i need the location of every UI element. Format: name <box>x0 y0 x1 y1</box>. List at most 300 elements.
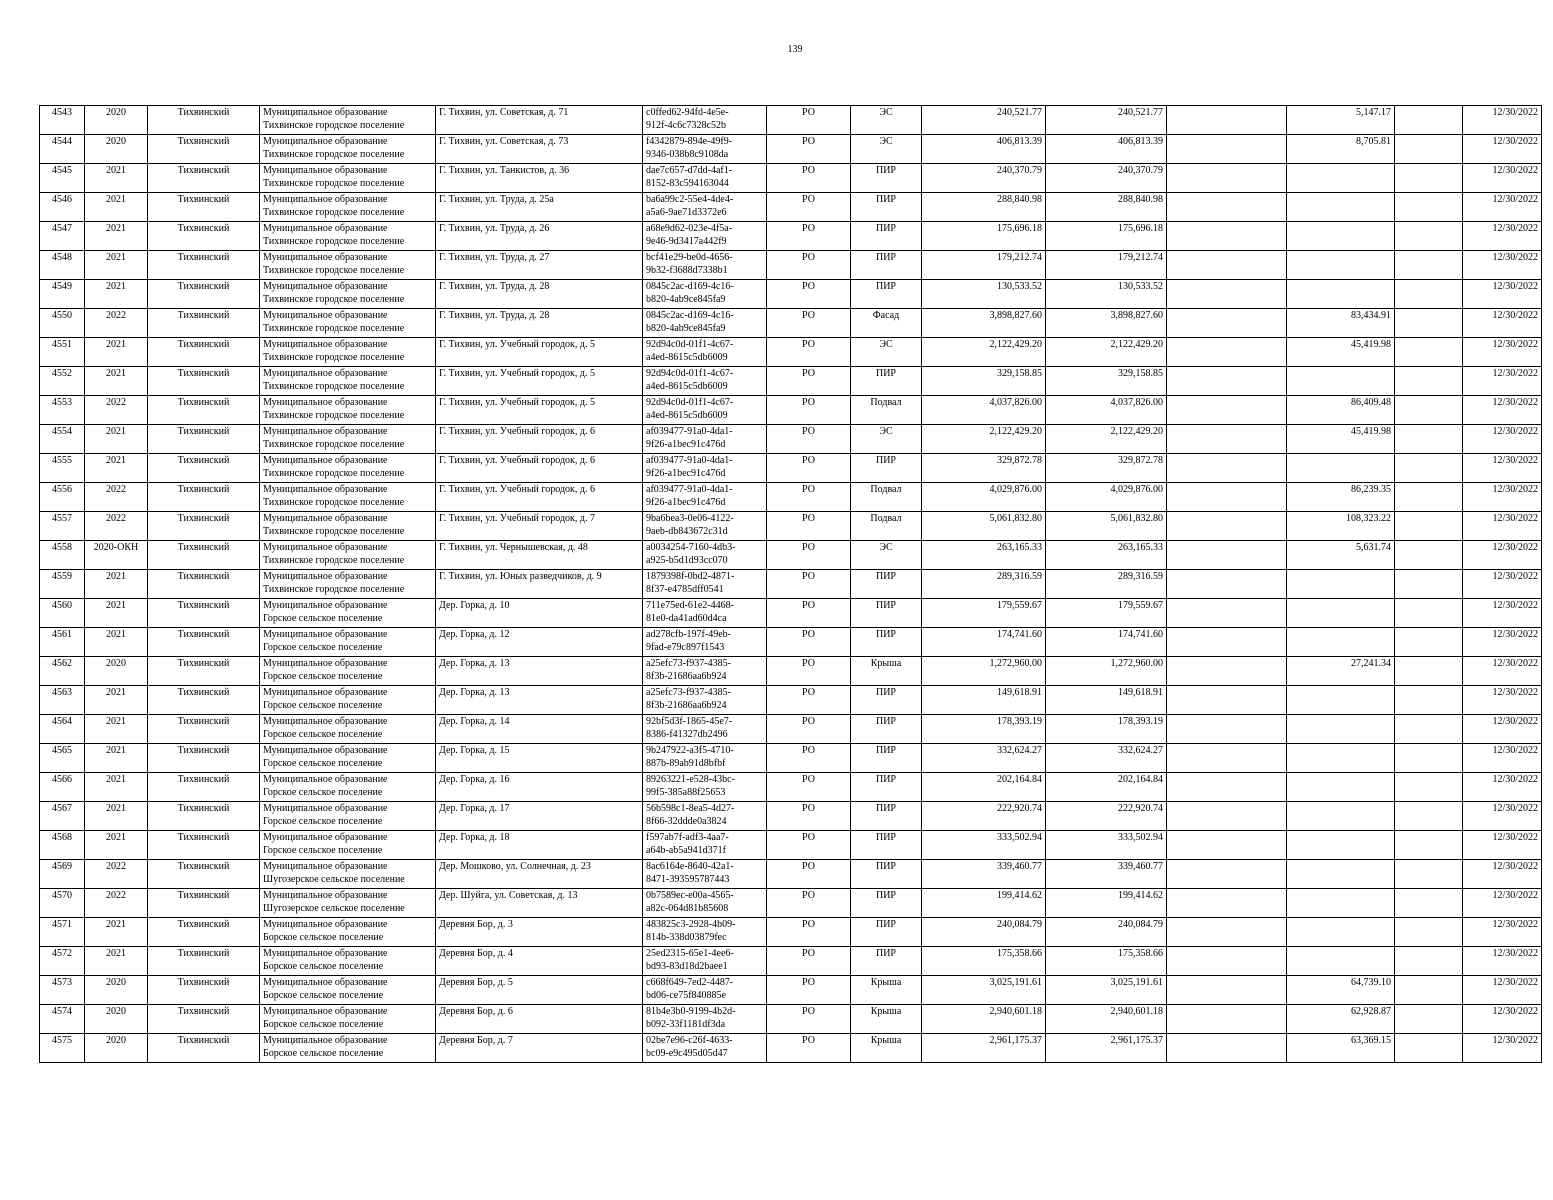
cell-empty-2 <box>1395 715 1463 744</box>
cell-municipality <box>260 193 436 222</box>
cell-date: 12/30/2022 <box>1463 860 1542 889</box>
cell-municipality-line: Муниципальное образование <box>263 426 388 437</box>
cell-guid <box>643 222 767 251</box>
cell-ro: РО <box>767 744 851 773</box>
cell-guid-line: 92d94c0d-01f1-4c67- <box>646 339 734 350</box>
cell-additional-cost <box>1287 918 1395 947</box>
cell-ro: РО <box>767 222 851 251</box>
cell-year: 2021 <box>85 454 148 483</box>
cell-municipality-line: Тихвинское городское поселение <box>263 497 405 508</box>
cell-guid-line: 81b4e3b0-9199-4b2d- <box>646 1006 736 1017</box>
cell-municipality-line: Муниципальное образование <box>263 339 388 350</box>
cell-date: 12/30/2022 <box>1463 947 1542 976</box>
cell-address: Г. Тихвин, ул. Учебный городок, д. 7 <box>436 512 643 541</box>
table-row <box>40 976 1542 1005</box>
cell-work-type: ПИР <box>851 918 922 947</box>
cell-number: 4547 <box>40 222 85 251</box>
cell-work-type: ПИР <box>851 193 922 222</box>
cell-empty <box>1167 947 1287 976</box>
cell-ro: РО <box>767 686 851 715</box>
cell-municipality-line: Муниципальное образование <box>263 687 388 698</box>
cell-additional-cost <box>1287 773 1395 802</box>
cell-address: Дер. Горка, д. 12 <box>436 628 643 657</box>
cell-number: 4562 <box>40 657 85 686</box>
cell-empty <box>1167 1034 1287 1063</box>
table-row <box>40 947 1542 976</box>
cell-address: Деревня Бор, д. 6 <box>436 1005 643 1034</box>
cell-date: 12/30/2022 <box>1463 309 1542 338</box>
cell-district: Тихвинский <box>148 773 260 802</box>
cell-guid-line: f4342879-894e-49f9- <box>646 136 733 147</box>
cell-ro: РО <box>767 367 851 396</box>
cell-year: 2022 <box>85 512 148 541</box>
cell-municipality-line: Муниципальное образование <box>263 397 388 408</box>
cell-municipality-line: Муниципальное образование <box>263 948 388 959</box>
cell-district: Тихвинский <box>148 164 260 193</box>
table-row <box>40 889 1542 918</box>
cell-guid-line: a82c-064d81b85608 <box>646 903 729 914</box>
table-row <box>40 744 1542 773</box>
cell-year: 2020 <box>85 976 148 1005</box>
cell-empty <box>1167 744 1287 773</box>
registry-table <box>39 105 1542 1063</box>
cell-work-type: ПИР <box>851 686 922 715</box>
cell-municipality-line: Муниципальное образование <box>263 455 388 466</box>
cell-guid-line: 92bf5d3f-1865-45e7- <box>646 716 733 727</box>
cell-guid <box>643 425 767 454</box>
cell-cost: 4,037,826.00 <box>1046 396 1167 425</box>
cell-empty-2 <box>1395 135 1463 164</box>
cell-empty-2 <box>1395 338 1463 367</box>
cell-address: Дер. Шуйга, ул. Советская, д. 13 <box>436 889 643 918</box>
table-row <box>40 918 1542 947</box>
cell-year: 2021 <box>85 599 148 628</box>
cell-municipality-line: Горское сельское поселение <box>263 642 383 653</box>
cell-municipality <box>260 425 436 454</box>
cell-municipality-line: Горское сельское поселение <box>263 700 383 711</box>
cell-guid <box>643 686 767 715</box>
cell-guid <box>643 1005 767 1034</box>
cell-guid-line: 8f3b-21686aa6b924 <box>646 700 727 711</box>
cell-year: 2021 <box>85 570 148 599</box>
cell-municipality <box>260 222 436 251</box>
cell-work-type: ПИР <box>851 367 922 396</box>
cell-cost: 2,122,429.20 <box>1046 425 1167 454</box>
cell-address: Г. Тихвин, ул. Учебный городок, д. 6 <box>436 454 643 483</box>
cell-year: 2021 <box>85 831 148 860</box>
cell-cost: 179,559.67 <box>1046 599 1167 628</box>
cell-empty-2 <box>1395 860 1463 889</box>
cell-empty <box>1167 425 1287 454</box>
cell-work-type: ПИР <box>851 860 922 889</box>
cell-guid <box>643 831 767 860</box>
cell-date: 12/30/2022 <box>1463 1034 1542 1063</box>
cell-additional-cost: 5,631.74 <box>1287 541 1395 570</box>
cell-municipality-line: Муниципальное образование <box>263 774 388 785</box>
cell-municipality <box>260 889 436 918</box>
cell-guid <box>643 164 767 193</box>
cell-date: 12/30/2022 <box>1463 976 1542 1005</box>
cell-total-cost: 175,358.66 <box>922 947 1046 976</box>
cell-district: Тихвинский <box>148 715 260 744</box>
cell-guid-line: 92d94c0d-01f1-4c67- <box>646 397 734 408</box>
cell-empty-2 <box>1395 889 1463 918</box>
cell-additional-cost <box>1287 947 1395 976</box>
cell-municipality-line: Муниципальное образование <box>263 600 388 611</box>
cell-municipality-line: Горское сельское поселение <box>263 787 383 798</box>
cell-guid-line: a4ed-8615c5db6009 <box>646 381 728 392</box>
cell-date: 12/30/2022 <box>1463 106 1542 135</box>
cell-municipality-line: Муниципальное образование <box>263 890 388 901</box>
cell-guid-line: b092-33f1181df3da <box>646 1019 726 1030</box>
cell-guid-line: 9f26-a1bec91c476d <box>646 439 726 450</box>
cell-guid-line: a0034254-7160-4db3- <box>646 542 736 553</box>
cell-work-type: ПИР <box>851 454 922 483</box>
cell-work-type: ПИР <box>851 802 922 831</box>
cell-total-cost: 288,840.98 <box>922 193 1046 222</box>
table-row <box>40 512 1542 541</box>
cell-municipality <box>260 744 436 773</box>
cell-date: 12/30/2022 <box>1463 744 1542 773</box>
cell-number: 4566 <box>40 773 85 802</box>
cell-additional-cost <box>1287 367 1395 396</box>
cell-year: 2021 <box>85 193 148 222</box>
cell-additional-cost <box>1287 599 1395 628</box>
cell-guid-line: bcf41e29-be0d-4656- <box>646 252 733 263</box>
cell-empty <box>1167 976 1287 1005</box>
cell-guid <box>643 454 767 483</box>
cell-cost: 240,370.79 <box>1046 164 1167 193</box>
cell-work-type: ПИР <box>851 570 922 599</box>
cell-empty-2 <box>1395 454 1463 483</box>
cell-date: 12/30/2022 <box>1463 918 1542 947</box>
cell-additional-cost: 62,928.87 <box>1287 1005 1395 1034</box>
cell-empty <box>1167 222 1287 251</box>
cell-date: 12/30/2022 <box>1463 1005 1542 1034</box>
cell-work-type: Подвал <box>851 512 922 541</box>
cell-empty <box>1167 889 1287 918</box>
cell-municipality <box>260 802 436 831</box>
cell-guid-line: 0845c2ac-d169-4c16- <box>646 281 734 292</box>
cell-year: 2020 <box>85 657 148 686</box>
cell-date: 12/30/2022 <box>1463 164 1542 193</box>
cell-address: Деревня Бор, д. 4 <box>436 947 643 976</box>
cell-municipality-line: Муниципальное образование <box>263 310 388 321</box>
cell-empty-2 <box>1395 802 1463 831</box>
table-row <box>40 773 1542 802</box>
cell-year: 2021 <box>85 715 148 744</box>
cell-address: Дер. Мошково, ул. Солнечная, д. 23 <box>436 860 643 889</box>
cell-municipality <box>260 860 436 889</box>
cell-empty-2 <box>1395 976 1463 1005</box>
cell-work-type: Подвал <box>851 483 922 512</box>
cell-empty-2 <box>1395 541 1463 570</box>
cell-year: 2022 <box>85 860 148 889</box>
cell-additional-cost: 45,419.98 <box>1287 338 1395 367</box>
cell-empty-2 <box>1395 309 1463 338</box>
cell-address: Дер. Горка, д. 18 <box>436 831 643 860</box>
cell-guid-line: 9b247922-a3f5-4710- <box>646 745 734 756</box>
cell-municipality-line: Муниципальное образование <box>263 629 388 640</box>
cell-date: 12/30/2022 <box>1463 686 1542 715</box>
cell-work-type: ПИР <box>851 280 922 309</box>
cell-ro: РО <box>767 193 851 222</box>
cell-empty-2 <box>1395 744 1463 773</box>
cell-work-type: ПИР <box>851 947 922 976</box>
cell-district: Тихвинский <box>148 106 260 135</box>
cell-municipality <box>260 396 436 425</box>
cell-number: 4551 <box>40 338 85 367</box>
cell-district: Тихвинский <box>148 947 260 976</box>
cell-number: 4558 <box>40 541 85 570</box>
cell-municipality-line: Муниципальное образование <box>263 484 388 495</box>
cell-guid <box>643 628 767 657</box>
cell-district: Тихвинский <box>148 367 260 396</box>
cell-municipality <box>260 251 436 280</box>
table-row <box>40 599 1542 628</box>
cell-empty <box>1167 918 1287 947</box>
cell-empty <box>1167 280 1287 309</box>
cell-municipality-line: Тихвинское городское поселение <box>263 584 405 595</box>
cell-date: 12/30/2022 <box>1463 193 1542 222</box>
cell-year: 2020 <box>85 106 148 135</box>
cell-additional-cost: 86,239.35 <box>1287 483 1395 512</box>
cell-guid <box>643 309 767 338</box>
table-row <box>40 1034 1542 1063</box>
cell-municipality <box>260 309 436 338</box>
cell-guid <box>643 338 767 367</box>
cell-guid-line: 99f5-385a88f25653 <box>646 787 726 798</box>
cell-municipality-line: Горское сельское поселение <box>263 671 383 682</box>
cell-additional-cost <box>1287 889 1395 918</box>
cell-date: 12/30/2022 <box>1463 425 1542 454</box>
cell-number: 4555 <box>40 454 85 483</box>
table-row <box>40 222 1542 251</box>
cell-cost: 329,872.78 <box>1046 454 1167 483</box>
cell-municipality-line: Муниципальное образование <box>263 803 388 814</box>
cell-ro: РО <box>767 831 851 860</box>
cell-address: Г. Тихвин, ул. Советская, д. 71 <box>436 106 643 135</box>
cell-address: Г. Тихвин, ул. Учебный городок, д. 5 <box>436 396 643 425</box>
cell-municipality-line: Муниципальное образование <box>263 861 388 872</box>
table-row <box>40 106 1542 135</box>
cell-guid-line: f597ab7f-adf3-4aa7- <box>646 832 729 843</box>
cell-guid <box>643 396 767 425</box>
table-row <box>40 628 1542 657</box>
cell-empty-2 <box>1395 1005 1463 1034</box>
cell-ro: РО <box>767 947 851 976</box>
cell-year: 2020 <box>85 135 148 164</box>
cell-additional-cost <box>1287 860 1395 889</box>
cell-cost: 199,414.62 <box>1046 889 1167 918</box>
cell-year: 2021 <box>85 918 148 947</box>
cell-ro: РО <box>767 338 851 367</box>
table-row <box>40 425 1542 454</box>
cell-empty-2 <box>1395 628 1463 657</box>
cell-date: 12/30/2022 <box>1463 135 1542 164</box>
cell-ro: РО <box>767 396 851 425</box>
cell-work-type: ПИР <box>851 715 922 744</box>
cell-year: 2021 <box>85 164 148 193</box>
cell-number: 4557 <box>40 512 85 541</box>
cell-ro: РО <box>767 280 851 309</box>
cell-total-cost: 263,165.33 <box>922 541 1046 570</box>
cell-additional-cost: 45,419.98 <box>1287 425 1395 454</box>
cell-municipality <box>260 657 436 686</box>
cell-municipality-line: Муниципальное образование <box>263 977 388 988</box>
cell-municipality-line: Муниципальное образование <box>263 223 388 234</box>
cell-empty <box>1167 164 1287 193</box>
cell-number: 4567 <box>40 802 85 831</box>
cell-guid-line: b820-4ab9ce845fa9 <box>646 294 726 305</box>
cell-guid-line: a4ed-8615c5db6009 <box>646 352 728 363</box>
cell-cost: 3,025,191.61 <box>1046 976 1167 1005</box>
cell-municipality <box>260 918 436 947</box>
cell-work-type: ПИР <box>851 831 922 860</box>
cell-number: 4549 <box>40 280 85 309</box>
cell-municipality <box>260 686 436 715</box>
cell-district: Тихвинский <box>148 135 260 164</box>
cell-cost: 329,158.85 <box>1046 367 1167 396</box>
cell-guid-line: ba6a99c2-55e4-4de4- <box>646 194 734 205</box>
cell-total-cost: 222,920.74 <box>922 802 1046 831</box>
cell-municipality-line: Борское сельское поселение <box>263 1019 384 1030</box>
cell-address: Г. Тихвин, ул. Труда, д. 27 <box>436 251 643 280</box>
cell-total-cost: 174,741.60 <box>922 628 1046 657</box>
cell-municipality <box>260 831 436 860</box>
table-row <box>40 715 1542 744</box>
cell-additional-cost <box>1287 570 1395 599</box>
cell-guid-line: 8f3b-21686aa6b924 <box>646 671 727 682</box>
cell-additional-cost <box>1287 831 1395 860</box>
cell-ro: РО <box>767 657 851 686</box>
table-row <box>40 309 1542 338</box>
cell-ro: РО <box>767 860 851 889</box>
cell-number: 4561 <box>40 628 85 657</box>
table-body <box>40 106 1542 1063</box>
cell-number: 4552 <box>40 367 85 396</box>
cell-additional-cost: 5,147.17 <box>1287 106 1395 135</box>
cell-guid-line: 9aeb-db843672c31d <box>646 526 728 537</box>
cell-cost: 149,618.91 <box>1046 686 1167 715</box>
cell-guid <box>643 657 767 686</box>
cell-district: Тихвинский <box>148 1005 260 1034</box>
cell-additional-cost: 64,739.10 <box>1287 976 1395 1005</box>
cell-empty <box>1167 106 1287 135</box>
cell-date: 12/30/2022 <box>1463 396 1542 425</box>
cell-date: 12/30/2022 <box>1463 541 1542 570</box>
cell-district: Тихвинский <box>148 454 260 483</box>
cell-number: 4570 <box>40 889 85 918</box>
cell-empty-2 <box>1395 164 1463 193</box>
cell-empty-2 <box>1395 367 1463 396</box>
cell-empty <box>1167 657 1287 686</box>
table-row <box>40 338 1542 367</box>
cell-date: 12/30/2022 <box>1463 831 1542 860</box>
cell-work-type: ЭС <box>851 106 922 135</box>
cell-work-type: Крыша <box>851 1005 922 1034</box>
cell-guid-line: a25efc73-f937-4385- <box>646 687 731 698</box>
cell-ro: РО <box>767 976 851 1005</box>
cell-address: Г. Тихвин, ул. Чернышевская, д. 48 <box>436 541 643 570</box>
cell-work-type: ПИР <box>851 744 922 773</box>
cell-municipality <box>260 947 436 976</box>
cell-guid-line: a5a6-9ae71d3372e6 <box>646 207 727 218</box>
cell-guid <box>643 193 767 222</box>
cell-municipality <box>260 773 436 802</box>
cell-empty-2 <box>1395 251 1463 280</box>
cell-municipality-line: Горское сельское поселение <box>263 816 383 827</box>
cell-empty <box>1167 802 1287 831</box>
cell-date: 12/30/2022 <box>1463 280 1542 309</box>
cell-empty-2 <box>1395 947 1463 976</box>
cell-guid-line: af039477-91a0-4da1- <box>646 426 733 437</box>
cell-guid-line: 483825c3-2928-4b09- <box>646 919 736 930</box>
cell-ro: РО <box>767 628 851 657</box>
cell-guid-line: 0845c2ac-d169-4c16- <box>646 310 734 321</box>
cell-empty <box>1167 570 1287 599</box>
cell-cost: 202,164.84 <box>1046 773 1167 802</box>
cell-work-type: ПИР <box>851 222 922 251</box>
cell-municipality <box>260 454 436 483</box>
cell-district: Тихвинский <box>148 918 260 947</box>
cell-municipality-line: Тихвинское городское поселение <box>263 439 405 450</box>
cell-date: 12/30/2022 <box>1463 367 1542 396</box>
cell-district: Тихвинский <box>148 599 260 628</box>
cell-year: 2021 <box>85 251 148 280</box>
cell-work-type: Подвал <box>851 396 922 425</box>
cell-work-type: ПИР <box>851 164 922 193</box>
cell-cost: 406,813.39 <box>1046 135 1167 164</box>
cell-municipality-line: Муниципальное образование <box>263 136 388 147</box>
cell-municipality <box>260 570 436 599</box>
cell-total-cost: 332,624.27 <box>922 744 1046 773</box>
cell-year: 2021 <box>85 628 148 657</box>
table-row <box>40 280 1542 309</box>
cell-guid-line: 89263221-e528-43bc- <box>646 774 735 785</box>
cell-year: 2021 <box>85 802 148 831</box>
cell-municipality-line: Муниципальное образование <box>263 368 388 379</box>
cell-guid-line: 9fad-e79c897f1543 <box>646 642 725 653</box>
cell-empty <box>1167 483 1287 512</box>
cell-total-cost: 3,025,191.61 <box>922 976 1046 1005</box>
cell-additional-cost: 8,705.81 <box>1287 135 1395 164</box>
cell-work-type: Крыша <box>851 976 922 1005</box>
cell-district: Тихвинский <box>148 280 260 309</box>
cell-municipality-line: Тихвинское городское поселение <box>263 410 405 421</box>
cell-address: Деревня Бор, д. 7 <box>436 1034 643 1063</box>
cell-municipality-line: Муниципальное образование <box>263 716 388 727</box>
cell-district: Тихвинский <box>148 483 260 512</box>
cell-municipality-line: Тихвинское городское поселение <box>263 265 405 276</box>
cell-cost: 3,898,827.60 <box>1046 309 1167 338</box>
cell-cost: 130,533.52 <box>1046 280 1167 309</box>
cell-number: 4565 <box>40 744 85 773</box>
cell-guid-line: 9e46-9d3417a442f9 <box>646 236 727 247</box>
cell-ro: РО <box>767 1034 851 1063</box>
cell-number: 4564 <box>40 715 85 744</box>
table-row <box>40 164 1542 193</box>
cell-address: Г. Тихвин, ул. Танкистов, д. 36 <box>436 164 643 193</box>
cell-total-cost: 3,898,827.60 <box>922 309 1046 338</box>
cell-year: 2021 <box>85 367 148 396</box>
cell-guid <box>643 280 767 309</box>
cell-municipality-line: Муниципальное образование <box>263 1006 388 1017</box>
cell-municipality-line: Муниципальное образование <box>263 281 388 292</box>
cell-work-type: Крыша <box>851 657 922 686</box>
cell-year: 2022 <box>85 309 148 338</box>
cell-work-type: ПИР <box>851 628 922 657</box>
